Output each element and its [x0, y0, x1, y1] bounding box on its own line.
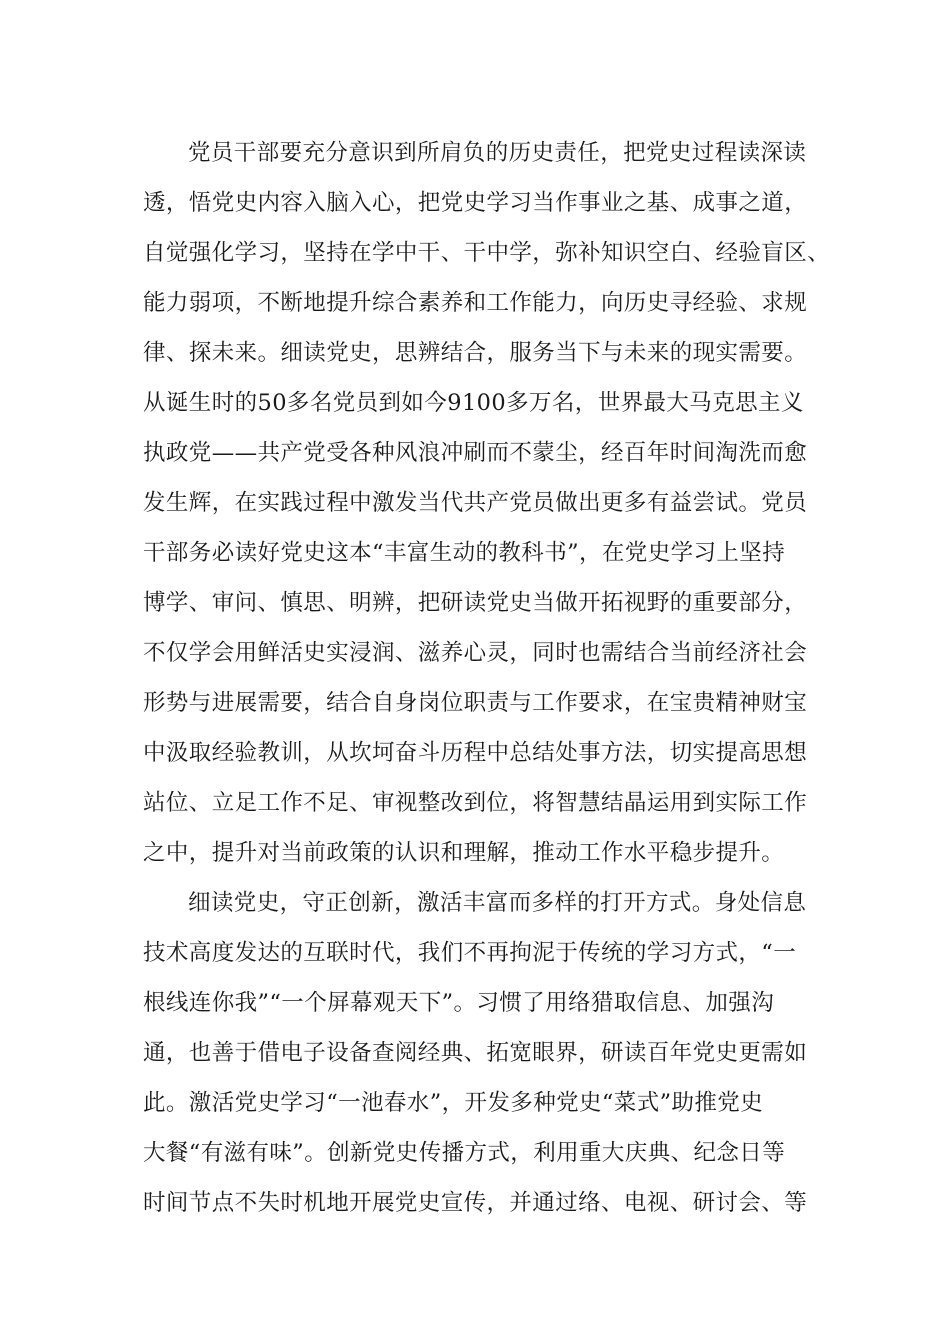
paragraph-1-line-8: 发生辉，在实践过程中激发当代共产党员做出更多有益尝试。党员 — [143, 490, 808, 516]
paragraph-2-line-4: 通，也善于借电子设备查阅经典、拓宽眼界，研读百年党史更需如 — [143, 1040, 808, 1066]
paragraph-2-line-7: 时间节点不失时机地开展党史宣传，并通过络、电视、研讨会、等 — [143, 1190, 808, 1216]
paragraph-1-line-10: 博学、审问、慎思、明辨，把研读党史当做开拓视野的重要部分， — [143, 590, 808, 616]
paragraph-2-line-1: 细读党史，守正创新，激活丰富而多样的打开方式。身处信息 — [188, 890, 807, 916]
paragraph-1-line-12: 形势与进展需要，结合自身岗位职责与工作要求，在宝贵精神财宝 — [143, 690, 808, 716]
paragraph-1-line-14: 站位、立足工作不足、审视整改到位，将智慧结晶运用到实际工作 — [143, 790, 808, 816]
paragraph-2-line-5: 此。激活党史学习“一池春水”，开发多种党史“菜式”助推党史 — [143, 1090, 764, 1116]
paragraph-1-line-5: 律、探未来。细读党史，思辨结合，服务当下与未来的现实需要。 — [143, 340, 808, 366]
paragraph-1-line-11: 不仅学会用鲜活史实浸润、滋养心灵，同时也需结合当前经济社会 — [143, 640, 808, 666]
paragraph-1-line-3: 自觉强化学习，坚持在学中干、干中学，弥补知识空白、经验盲区、 — [143, 240, 831, 266]
paragraph-1-line-7: 执政党——共产党受各种风浪冲刷而不蒙尘，经百年时间淘洗而愈 — [143, 440, 808, 466]
paragraph-2-line-3: 根线连你我”“一个屏幕观天下”。习惯了用络猎取信息、加强沟 — [143, 990, 775, 1016]
paragraph-1-line-1: 党员干部要充分意识到所肩负的历史责任，把党史过程读深读 — [188, 140, 807, 166]
paragraph-1-line-9: 干部务必读好党史这本“丰富生动的教科书”，在党史学习上坚持 — [143, 540, 786, 566]
paragraph-2-line-6: 大餐“有滋有味”。创新党史传播方式，利用重大庆典、纪念日等 — [143, 1140, 786, 1166]
paragraph-1-line-4: 能力弱项，不断地提升综合素养和工作能力，向历史寻经验、求规 — [143, 290, 808, 316]
paragraph-1-line-15: 之中，提升对当前政策的认识和理解，推动工作水平稳步提升。 — [143, 840, 785, 866]
paragraph-1-line-6: 从诞生时的50多名党员到如今9100多万名，世界最大马克思主义 — [143, 390, 804, 416]
paragraph-1-line-2: 透，悟党史内容入脑入心，把党史学习当作事业之基、成事之道， — [143, 190, 808, 216]
paragraph-1-line-13: 中汲取经验教训，从坎坷奋斗历程中总结处事方法，切实提高思想 — [143, 740, 808, 766]
paragraph-2-line-2: 技术高度发达的互联时代，我们不再拘泥于传统的学习方式，“一 — [143, 940, 797, 966]
